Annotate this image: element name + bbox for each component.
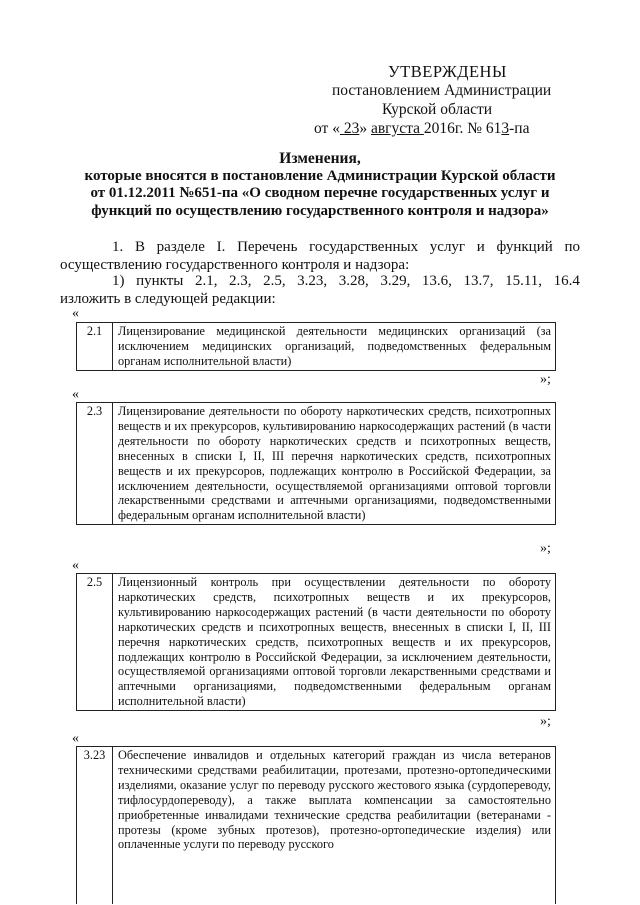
date-month: августа — [370, 120, 424, 137]
opening-quote: « — [72, 306, 79, 321]
approval-line-region: Курской области — [382, 101, 493, 118]
item-token: пункты — [136, 273, 184, 289]
item-text: Лицензирование деятельности по обороту наркотических средств, психотропных веществ и их прекурсоров, культивированию наркосодержащих растений (в части деятельности по обороту наркотических средств и психотропных веществ, внесенных в списки I, II, III перечня наркотических средств, психотропных веществ и их прекурсоров, подлежащих контролю в Российской Федерации, за исключением деятельности, осуществляемой организациями оптовой торговли лекарственными средствами и аптечными организациями, подведомственными федеральным органам исполнительной власти) — [118, 404, 551, 523]
closing-quote: »; — [540, 541, 551, 556]
table-row — [76, 402, 556, 525]
item-number: 2.3 — [77, 403, 113, 524]
closing-quote: »; — [540, 372, 551, 387]
item-token: 1) — [112, 273, 125, 289]
doc-number-tail: 3 — [501, 120, 510, 137]
document-heading — [60, 150, 580, 220]
item-number: 3.23 — [77, 747, 113, 904]
heading-line-4: функций по осуществлению государственного контроля и надзора» — [91, 202, 549, 219]
approval-title: УТВЕРЖДЕНЫ — [388, 62, 507, 81]
paragraph-1: 1. В разделе I. Перечень государственных услуг и функций по осуществлению государственного контроля и надзора: — [60, 239, 580, 273]
heading-line-2: которые вносятся в постановление Администрации Курской области — [84, 167, 556, 184]
opening-quote: « — [72, 731, 79, 746]
date-day: 23 — [339, 120, 360, 137]
paragraph-2-items-line — [60, 272, 580, 290]
item-text: Лицензионный контроль при осуществлении деятельности по обороту наркотических средств, психотропных веществ и их прекурсоров, культивированию наркосодержащих растений (в части деятельности по обороту наркотических средств и психотропных веществ, внесенных в списки I, II, III перечня наркотических средств, психотропных веществ и их прекурсоров, подлежащих контролю в Российской Федерации, за исключением деятельности, осуществляемой организациями оптовой торговли лекарственными средствами и аптечными организациями, подведомственными федеральным органам исполнительной власти) — [118, 575, 551, 709]
date-prefix: от « — [314, 120, 340, 137]
table-row — [76, 746, 556, 904]
doc-number-suffix: -па — [509, 120, 530, 137]
paragraph-2 — [60, 272, 580, 308]
table-row — [76, 322, 556, 371]
table-row — [76, 573, 556, 711]
closing-quote: »; — [540, 714, 551, 729]
date-mid: » — [359, 120, 371, 137]
heading-line-3: от 01.12.2011 №651-па «О сводном перечне государственных услуг и — [90, 185, 550, 201]
item-token: 3.23, — [297, 273, 328, 289]
opening-quote: « — [72, 387, 79, 402]
paragraph-2-line-2: изложить в следующей редакции: — [60, 291, 276, 307]
item-token: 3.29, — [380, 273, 411, 289]
item-text: Обеспечение инвалидов и отдельных категорий граждан из числа ветеранов техническими средствами реабилитации, протезами, протезно-ортопедическими изделиями, оказание услуг по переводу русского жестового языка (сурдопереводу, тифлосурдопереводу), а также выплата компенсации за самостоятельно приобретенные инвалидами технические средства реабилитации (ветеранами - протезы (кроме зубных протезов), протезно-ортопедические изделия) или оплаченные услуги по переводу русского — [118, 748, 551, 852]
approval-block — [300, 62, 630, 138]
item-token: 2.1, — [194, 273, 218, 289]
item-token: 13.7, — [463, 273, 494, 289]
item-number: 2.5 — [77, 574, 113, 710]
approval-line-resolution: постановлением Администрации — [332, 82, 552, 99]
date-year-number: 2016г. № 61 — [423, 120, 502, 137]
opening-quote: « — [72, 558, 79, 573]
heading-title: Изменения, — [279, 150, 361, 167]
approval-date-line — [300, 119, 630, 138]
item-text: Лицензирование медицинской деятельности медицинских организаций (за исключением медицинских организаций, подведомственных федеральным органам исполнительной власти) — [118, 324, 551, 368]
item-token: 15.11, — [505, 273, 543, 289]
item-token: 2.5, — [263, 273, 286, 289]
item-token: 16.4 — [553, 273, 580, 289]
item-token: 2.3, — [229, 273, 252, 289]
item-token: 13.6, — [421, 273, 452, 289]
item-token: 3.28, — [338, 273, 369, 289]
item-number: 2.1 — [77, 323, 113, 370]
